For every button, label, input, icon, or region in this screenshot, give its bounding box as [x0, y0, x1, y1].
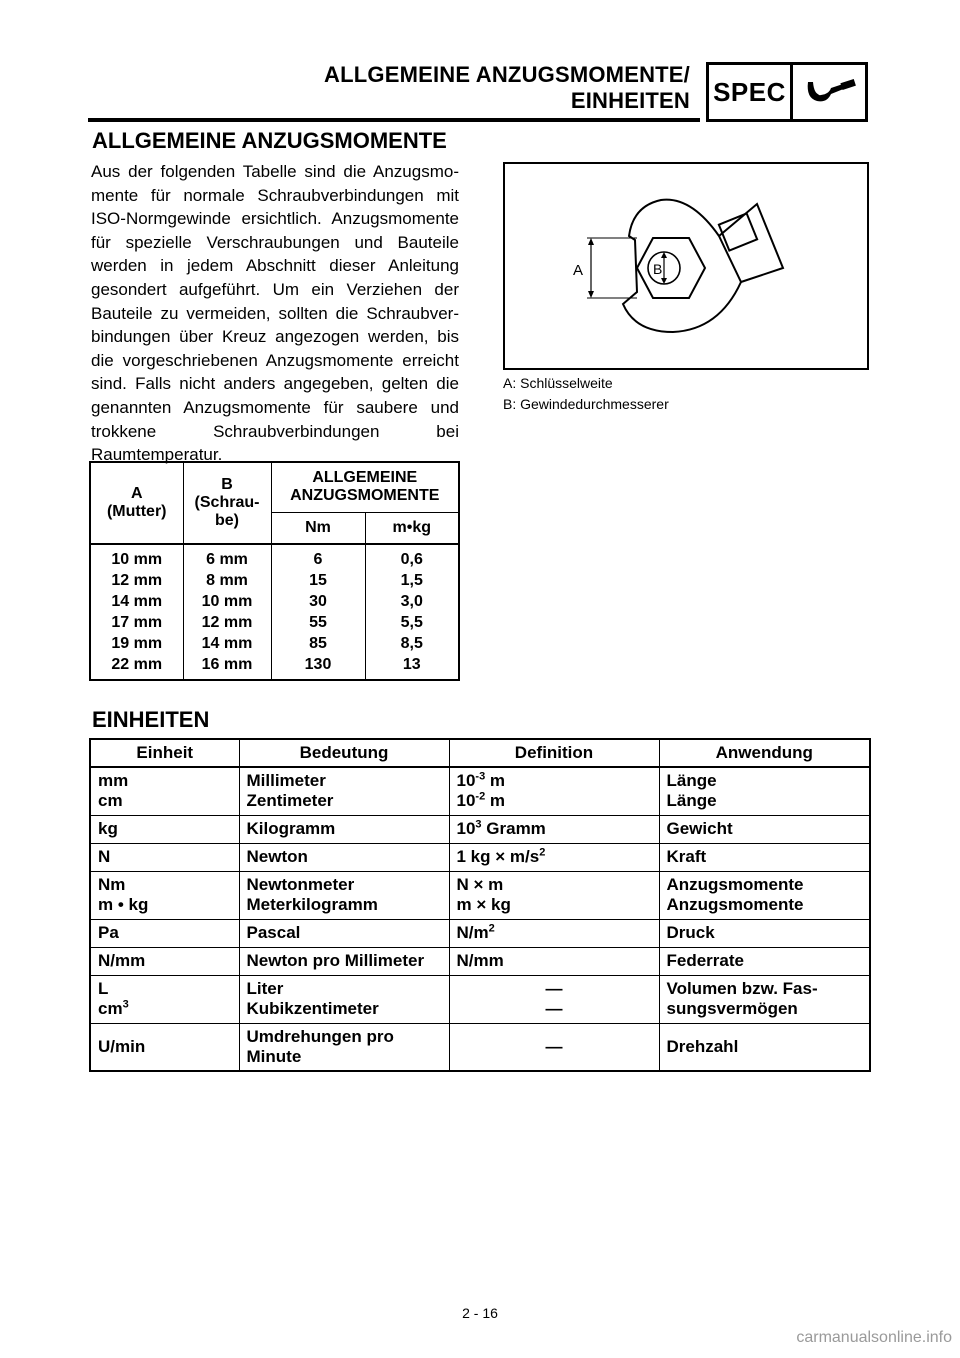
- table-row: [90, 767, 870, 815]
- watermark: carmanualsonline.info: [796, 1329, 952, 1346]
- table-row: [90, 815, 870, 843]
- cell-definition: —: [449, 1023, 659, 1071]
- cell-einheit: L $cm^3$: [90, 975, 239, 1023]
- units-header-row: [90, 739, 870, 767]
- wrench-icon: [793, 65, 865, 119]
- cell-bedeutung: Liter Kubikzentimeter: [239, 975, 449, 1023]
- values-mkg: [365, 544, 459, 680]
- label-a: A: [573, 262, 584, 279]
- values-mutter: [90, 544, 183, 680]
- col-header-mkg: m•kg: [365, 512, 459, 544]
- torque-value-nm: 6: [313, 551, 323, 568]
- table-row: [90, 947, 870, 975]
- col-header-anwendung: Anwendung: [659, 739, 870, 767]
- cell-einheit: mm cm: [90, 767, 239, 815]
- section-heading-torque: ALLGEMEINE ANZUGSMOMENTE: [92, 128, 447, 153]
- torque-value-a: 12 mm: [111, 572, 163, 589]
- cell-bedeutung: Pascal: [239, 919, 449, 947]
- label-b: B: [653, 261, 663, 277]
- cell-einheit: N: [90, 843, 239, 871]
- torque-value-mkg: 8,5: [400, 635, 423, 652]
- col-header-mutter: A (Mutter): [90, 462, 183, 544]
- torque-table: [89, 461, 460, 681]
- units-table: [89, 738, 871, 1072]
- col-header-schraube: B (Schrau- be): [183, 462, 271, 544]
- header-title-line2: EINHEITEN: [570, 88, 690, 113]
- torque-value-mkg: 0,6: [400, 551, 423, 568]
- cell-anwendung: Anzugsmomente Anzugsmomente: [659, 871, 870, 919]
- cell-anwendung: Länge Länge: [659, 767, 870, 815]
- header-title-line1: ALLGEMEINE ANZUGSMOMENTE/: [324, 62, 690, 87]
- cell-definition: N/mm: [449, 947, 659, 975]
- caption-a: A: Schlüsselweite: [503, 375, 613, 391]
- caption-b: B: Gewindedurchmesserer: [503, 396, 669, 412]
- cell-anwendung: Gewicht: [659, 815, 870, 843]
- cell-bedeutung: Newton: [239, 843, 449, 871]
- cell-bedeutung: Newton pro Millimeter: [239, 947, 449, 975]
- cell-einheit: Nm m • kg: [90, 871, 239, 919]
- col-header-einheit: Einheit: [90, 739, 239, 767]
- cell-bedeutung: Millimeter Zentimeter: [239, 767, 449, 815]
- cell-einheit: U/min: [90, 1023, 239, 1071]
- table-row: [90, 975, 870, 1023]
- cell-bedeutung: Kilogramm: [239, 815, 449, 843]
- cell-definition: $10^{-3}$ m $10^{-2}$ m: [449, 767, 659, 815]
- torque-value-mkg: 13: [402, 656, 421, 673]
- torque-value-b: 6 mm: [206, 551, 248, 568]
- section-badge: [706, 62, 868, 122]
- torque-value-b: 14 mm: [201, 635, 253, 652]
- torque-value-a: 14 mm: [111, 593, 163, 610]
- torque-value-a: 17 mm: [111, 614, 163, 631]
- cell-einheit: N/mm: [90, 947, 239, 975]
- cell-einheit: Pa: [90, 919, 239, 947]
- cell-bedeutung: Umdrehungen pro Minute: [239, 1023, 449, 1071]
- cell-anwendung: Volumen bzw. Fas- sungsvermögen: [659, 975, 870, 1023]
- table-row: [90, 919, 870, 947]
- torque-value-a: 22 mm: [111, 656, 163, 673]
- torque-value-mkg: 1,5: [400, 572, 423, 589]
- table-row: [90, 1023, 870, 1071]
- values-schraube: [183, 544, 271, 680]
- torque-value-mkg: 5,5: [400, 614, 423, 631]
- torque-value-b: 10 mm: [201, 593, 253, 610]
- cell-definition: $10^3$ Gramm: [449, 815, 659, 843]
- col-header-nm: Nm: [271, 512, 365, 544]
- page-number: 2 - 16: [462, 1305, 498, 1321]
- cell-anwendung: Federrate: [659, 947, 870, 975]
- cell-anwendung: Drehzahl: [659, 1023, 870, 1071]
- intro-paragraph: Aus der folgenden Tabelle sind die Anzugsmomente für normale Schraubverbindungen mit ISO-Normgewinde ersichtlich. Anzugsmomente für spezielle Verschraubungen und Bauteile werden in jedem Abschnitt dieser Anleitung gesondert aufgeführt. Um ein Verziehen der Bauteile zu vermeiden, sollten die Schraubverbindungen über Kreuz angezogen werden, bis die vorgeschriebenen Anzugsmomente erreicht sind. Falls nicht anders angegeben, gelten die genannten Anzugsmomente für saubere und trokkene Schraubverbindungen bei Raumtemperatur.: [91, 162, 459, 465]
- spec-label: SPEC: [709, 65, 793, 119]
- cell-einheit: kg: [90, 815, 239, 843]
- table-row: [90, 843, 870, 871]
- cell-anwendung: Kraft: [659, 843, 870, 871]
- cell-definition: N × m m × kg: [449, 871, 659, 919]
- col-header-group: ALLGEMEINE ANZUGSMOMENTE: [271, 462, 459, 512]
- torque-value-b: 16 mm: [201, 656, 253, 673]
- torque-value-nm: 15: [309, 572, 327, 589]
- table-row: [90, 871, 870, 919]
- wrench-diagram: [503, 162, 869, 370]
- torque-value-b: 8 mm: [206, 572, 248, 589]
- torque-value-a: 10 mm: [111, 551, 163, 568]
- cell-definition: 1 kg × $m/s^2$: [449, 843, 659, 871]
- torque-value-mkg: 3,0: [400, 593, 423, 610]
- torque-value-nm: 55: [309, 614, 327, 631]
- torque-value-nm: 85: [309, 635, 327, 652]
- cell-definition: $N/m^2$: [449, 919, 659, 947]
- torque-value-a: 19 mm: [111, 635, 163, 652]
- header-rule: [88, 118, 700, 122]
- torque-value-nm: 30: [309, 593, 327, 610]
- cell-anwendung: Druck: [659, 919, 870, 947]
- section-heading-units: EINHEITEN: [92, 707, 210, 732]
- torque-value-b: 12 mm: [201, 614, 253, 631]
- cell-bedeutung: Newtonmeter Meterkilogramm: [239, 871, 449, 919]
- values-nm: [271, 544, 365, 680]
- torque-value-nm: 130: [304, 656, 332, 673]
- cell-definition: — —: [449, 975, 659, 1023]
- col-header-bedeutung: Bedeutung: [239, 739, 449, 767]
- col-header-definition: Definition: [449, 739, 659, 767]
